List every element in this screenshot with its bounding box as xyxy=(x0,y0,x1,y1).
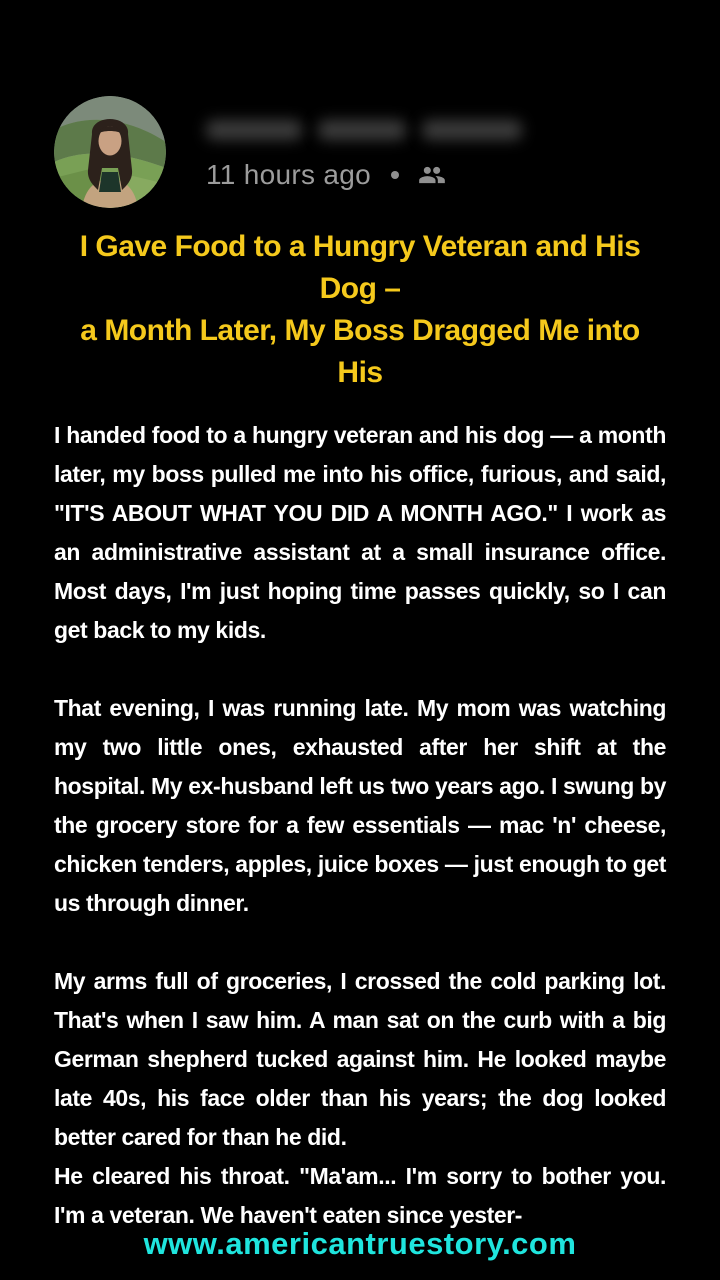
name-blur-segment xyxy=(422,120,522,140)
story-paragraph: My arms full of groceries, I crossed the cold parking lot. That's when I saw him. A man sat on the curb with a big German shepherd tucked against him. He looked maybe late 40s, his face older than his years; the dog looked better cared for than he did. xyxy=(54,968,666,1150)
story-paragraph: I handed food to a hungry veteran and his dog — a month later, my boss pulled me into his office, furious, and said, "IT'S ABOUT WHAT YOU DID A MONTH AGO." I work as an administrative assistant at a small insurance office. Most days, I'm just hoping time passes quickly, so I can get back to my kids. xyxy=(54,422,666,643)
story-paragraph: That evening, I was running late. My mom was watching my two little ones, exhausted after her shift at the hospital. My ex-husband left us two years ago. I swung by the grocery store for a few essentials — mac 'n' cheese, chicken tenders, apples, juice boxes — just enough to get us through dinner. xyxy=(54,695,666,916)
name-blur-segment xyxy=(318,120,406,140)
headline-line-2: a Month Later, My Boss Dragged Me into His xyxy=(80,314,640,389)
post-header xyxy=(54,96,666,208)
website-url: www.americantruestory.com xyxy=(143,1226,577,1261)
headline-line-1: I Gave Food to a Hungry Veteran and His Dog – xyxy=(79,230,641,305)
author-name-blurred[interactable] xyxy=(206,113,522,147)
dot-separator-icon xyxy=(391,171,399,179)
post-meta xyxy=(206,159,522,191)
story-paragraph: He cleared his throat. "Ma'am... I'm sorry to bother you. I'm a veteran. We haven't eaten since yester- xyxy=(54,1163,666,1228)
header-text xyxy=(206,113,522,191)
story-body xyxy=(54,416,666,1235)
name-blur-segment xyxy=(206,120,302,140)
story-headline xyxy=(54,226,666,394)
avatar-image xyxy=(54,96,166,208)
timestamp[interactable]: 11 hours ago xyxy=(206,159,371,190)
avatar[interactable] xyxy=(54,96,166,208)
friends-icon xyxy=(415,161,449,189)
